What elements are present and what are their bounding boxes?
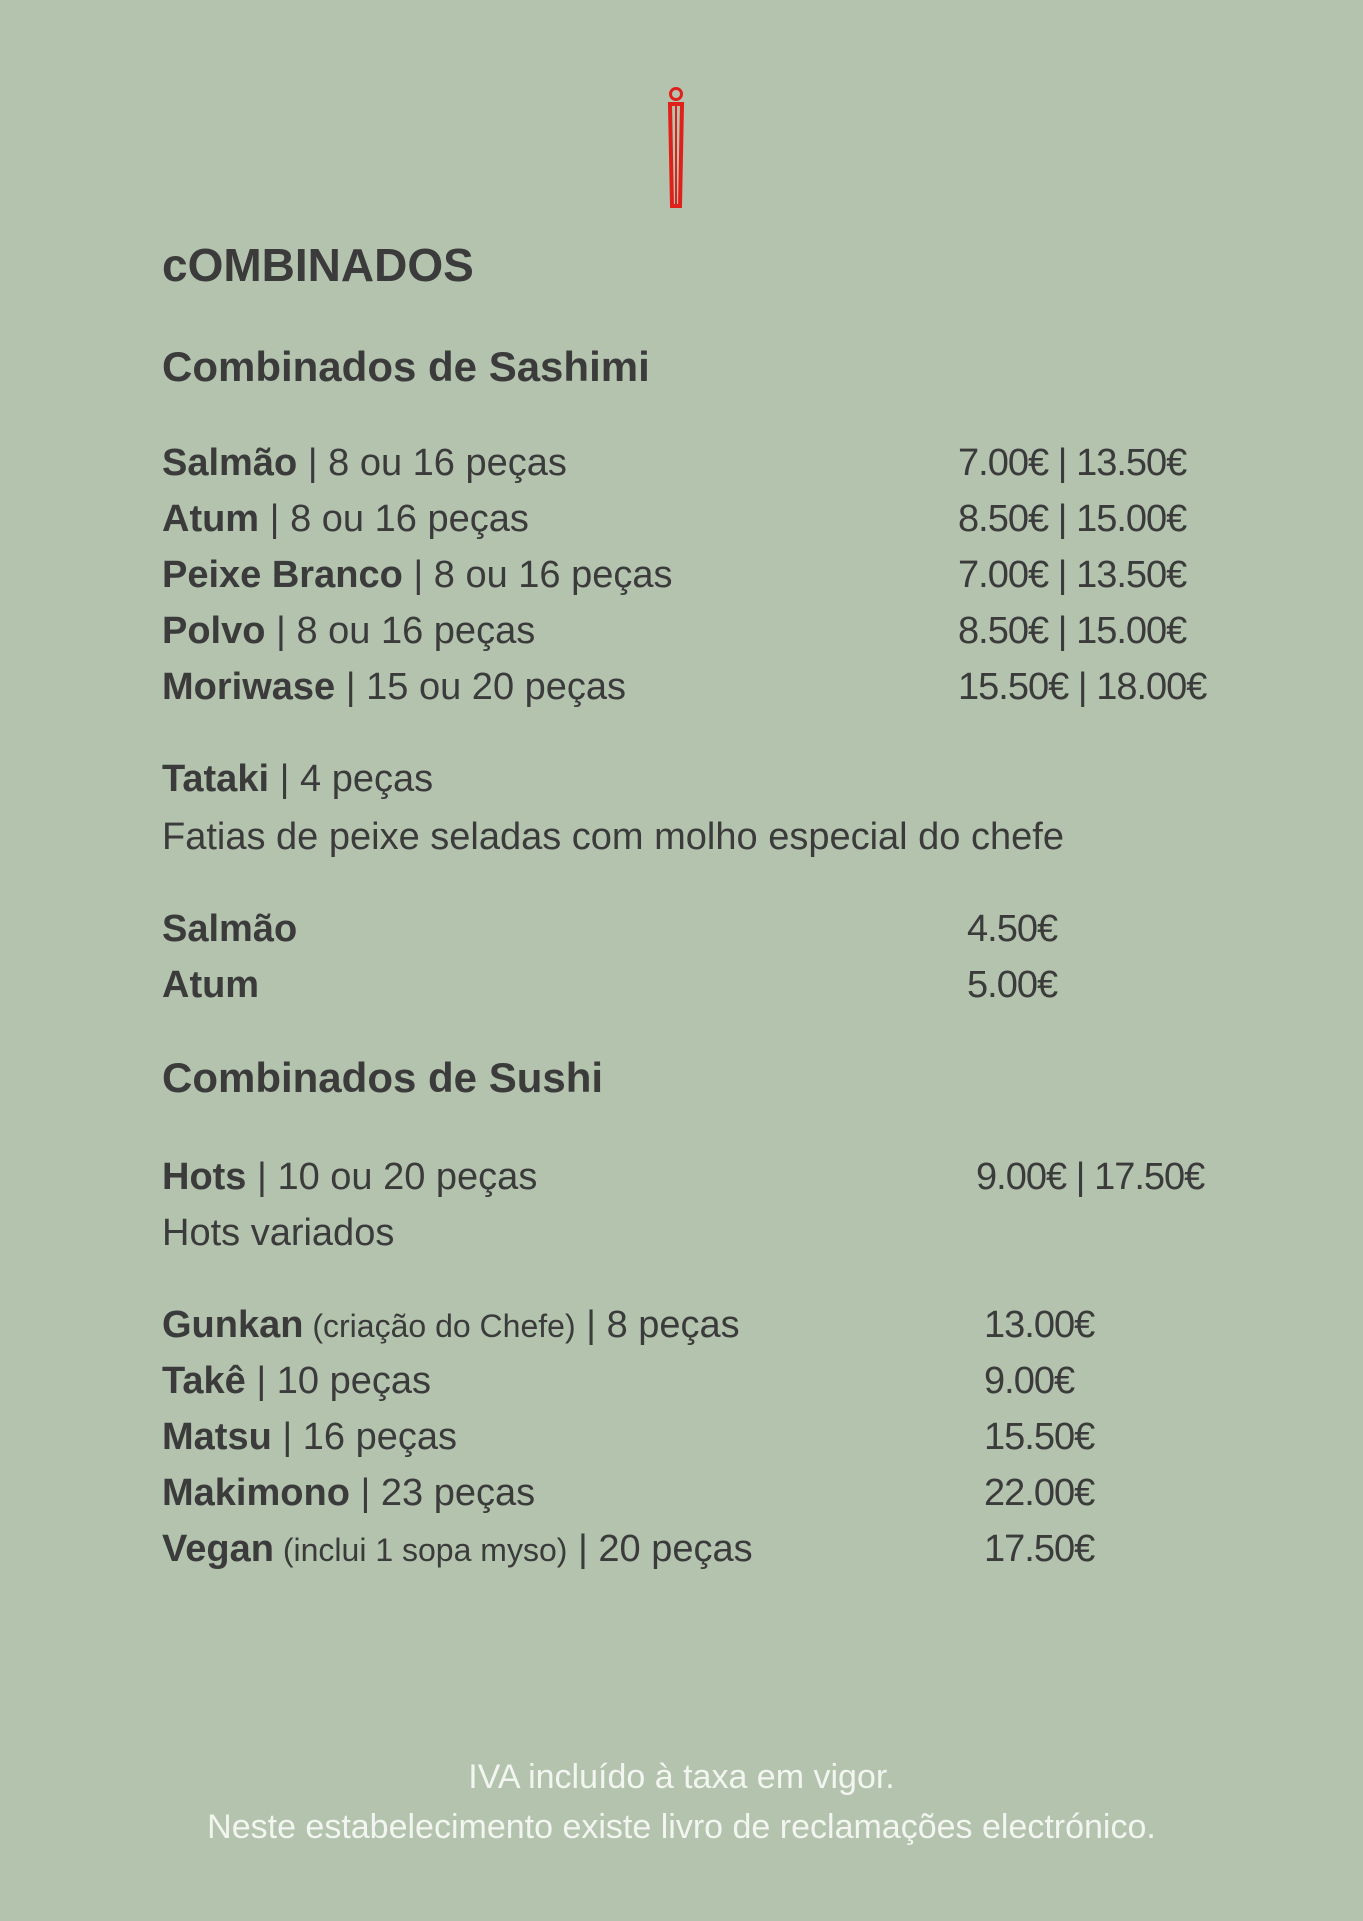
item-detail: | 8 ou 16 peças [259, 498, 529, 540]
menu-item-matsu [162, 1414, 457, 1460]
menu-item-moriwase [162, 664, 626, 710]
item-name: Peixe Branco [162, 554, 403, 596]
item-price: 17.50€ [984, 1528, 1095, 1570]
item-note: (criação do Chefe) [303, 1308, 576, 1344]
item-detail: | 15 ou 20 peças [335, 666, 627, 708]
item-detail: | 8 ou 16 peças [402, 554, 673, 596]
item-detail: | 23 peças [349, 1472, 536, 1514]
item-price: 9.00€ | 17.50€ [976, 1156, 1205, 1198]
section-heading-sashimi: Combinados de Sashimi [162, 343, 650, 390]
item-detail: | 8 ou 16 peças [297, 442, 567, 484]
item-description: Fatias de peixe seladas com molho especial do chefe [162, 816, 1064, 858]
item-name: Matsu [162, 1416, 272, 1458]
item-detail: | 16 peças [271, 1416, 458, 1458]
menu-item-tataki-atum [162, 962, 259, 1008]
item-name: Hots [162, 1156, 247, 1198]
item-name: Takê [162, 1360, 246, 1402]
chopsticks-logo-icon [664, 86, 688, 208]
menu-item-tataki-salmao [162, 906, 297, 952]
item-detail: | 20 peças [567, 1528, 753, 1570]
menu-item-tataki [162, 756, 433, 802]
item-price: 15.50€ [984, 1416, 1095, 1458]
item-name: Atum [162, 498, 260, 540]
item-detail: | 8 peças [575, 1304, 740, 1346]
item-description: Hots variados [162, 1212, 395, 1254]
item-price: 9.00€ [984, 1360, 1075, 1402]
item-price: 7.00€ | 13.50€ [958, 554, 1187, 596]
item-price: 13.00€ [984, 1304, 1095, 1346]
item-name: Moriwase [162, 666, 336, 708]
menu-item-atum [162, 496, 529, 542]
item-price: 8.50€ | 15.00€ [958, 610, 1187, 652]
item-detail: | 10 ou 20 peças [246, 1156, 538, 1198]
footer-complaints-note: Neste estabelecimento existe livro de reclamações electrónico. [207, 1808, 1156, 1846]
section-heading-sushi: Combinados de Sushi [162, 1054, 604, 1101]
item-name: Salmão [162, 908, 298, 950]
item-name: Makimono [162, 1472, 350, 1514]
menu-item-peixe-branco [162, 552, 673, 598]
item-price: 22.00€ [984, 1472, 1095, 1514]
menu-item-vegan [162, 1526, 753, 1573]
page-title: cOMBINADOS [162, 239, 474, 291]
item-name: Atum [162, 964, 260, 1006]
menu-item-hots [162, 1154, 537, 1200]
item-price: 7.00€ | 13.50€ [958, 442, 1187, 484]
footer-vat-note: IVA incluído à taxa em vigor. [468, 1758, 895, 1796]
item-name: Vegan [162, 1528, 274, 1570]
item-name: Salmão [162, 442, 298, 484]
menu-item-take [162, 1358, 431, 1404]
item-name: Tataki [162, 758, 270, 800]
menu-item-makimono [162, 1470, 535, 1516]
item-detail: | 10 peças [245, 1360, 432, 1402]
menu-item-polvo [162, 608, 535, 654]
item-note: (inclui 1 sopa myso) [273, 1532, 568, 1568]
item-price: 8.50€ | 15.00€ [958, 498, 1187, 540]
item-name: Gunkan [162, 1304, 304, 1346]
menu-item-salmao [162, 440, 567, 486]
item-detail: | 8 ou 16 peças [265, 610, 536, 652]
item-price: 15.50€ | 18.00€ [958, 666, 1207, 708]
item-detail: | 4 peças [269, 758, 434, 800]
menu-item-gunkan [162, 1302, 740, 1349]
item-price: 4.50€ [967, 908, 1058, 950]
item-price: 5.00€ [967, 964, 1058, 1006]
item-name: Polvo [162, 610, 266, 652]
